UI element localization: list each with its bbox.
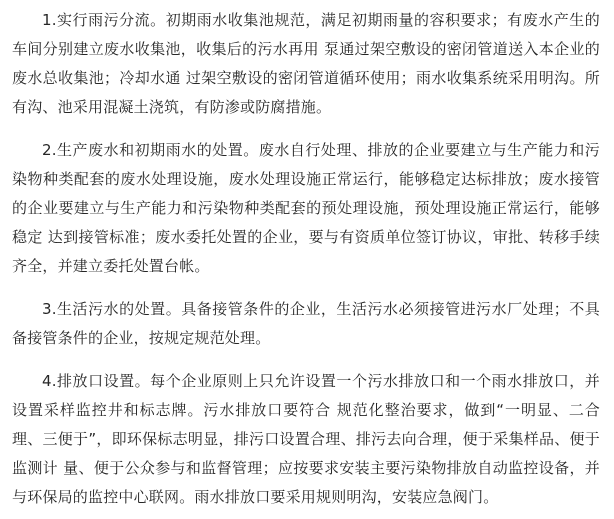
paragraph-3: 3.生活污水的处置。具备接管条件的企业，生活污水必须接管进污水厂处理；不具备接管条件的企业，按规定规范处理。 [12,300,600,347]
paragraph-1: 1.实行雨污分流。初期雨水收集池规范，满足初期雨量的容积要求；有废水产生的车间分别建立废水收集池，收集后的污水再用 泵通过架空敷设的密闭管道送入本企业的废水总收集池；冷却水通 过架空敷设的密闭管道循环使用；雨水收集系统采用明沟。所有沟、池采用混凝土浇筑，有防渗或防腐措施。 [12,11,600,116]
paragraph-2: 2.生产废水和初期雨水的处置。废水自行处理、排放的企业要建立与生产能力和污染物种类配套的废水处理设施，废水处理设施正常运行，能够稳定达标排放；废水接管的企业要建立与生产能力和污染物种类配套的预处理设施，预处理设施正常运行，能够稳定 达到接管标准；废水委托处置的企业，要与有资质单位签订协议，审批、转移手续齐全，并建立委托处置台帐。 [12,141,600,275]
paragraph-4: 4.排放口设置。每个企业原则上只允许设置一个污水排放口和一个雨水排放口，并设置采样监控井和标志牌。污水排放口要符合 规范化整治要求，做到“一明显、二合理、三便于”，即环保标志明显，排污口设置合理、排污去向合理，便于采集样品、便于监测计 量、便于公众参与和监督管理；应按要求安装主要污染物排放自动监控设备，并与环保局的监控中心联网。雨水排放口要采用规则明沟，安装应急阀门。 [12,372,600,506]
